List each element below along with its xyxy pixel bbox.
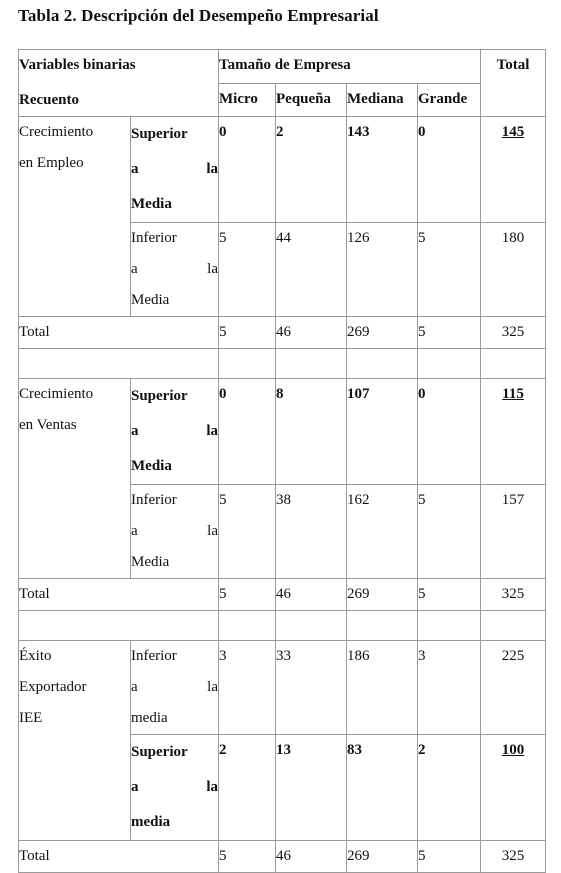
table-row [19, 641, 546, 735]
sub-label-line: a la [131, 423, 218, 439]
sub-label-line: media [131, 814, 171, 830]
sub-label-line: a la [131, 679, 218, 695]
sub-label-line: Superior [131, 388, 188, 404]
total-row [19, 317, 546, 349]
group-label [19, 379, 131, 579]
header-row-1 [19, 50, 546, 84]
group-label-line: Crecimiento [19, 386, 94, 402]
sub-label-line: Inferior [131, 648, 177, 664]
total-label: Total [19, 841, 219, 873]
sub-label-line: Inferior [131, 492, 177, 508]
performance-table [18, 49, 546, 873]
total-cell: 5 [418, 317, 481, 349]
header-col-pequena: Pequeña [276, 83, 347, 117]
sub-label [131, 379, 219, 485]
sub-label [131, 641, 219, 735]
total-row [19, 579, 546, 611]
sub-label-line: Media [131, 554, 170, 570]
sub-label-line: Media [131, 458, 172, 474]
grand-total-cell: 325 [481, 317, 546, 349]
value-cell: 0 [418, 379, 481, 485]
header-col-grande: Grande [418, 83, 481, 117]
group-label [19, 641, 131, 841]
sub-label-line: a la [131, 523, 218, 539]
total-cell: 5 [418, 841, 481, 873]
total-cell: 269 [347, 579, 418, 611]
total-cell: 46 [276, 841, 347, 873]
sub-label [131, 735, 219, 841]
value-cell: 3 [219, 641, 276, 735]
row-total-cell: 100 [481, 735, 546, 841]
header-col-micro: Micro [219, 83, 276, 117]
header-recuento-label: Recuento [19, 92, 79, 108]
header-variables-label: Variables binarias [19, 57, 136, 73]
header-col-mediana: Mediana [347, 83, 418, 117]
row-total-cell: 145 [481, 117, 546, 223]
value-cell: 2 [418, 735, 481, 841]
row-total-cell: 157 [481, 485, 546, 579]
total-label: Total [19, 579, 219, 611]
value-cell: 5 [219, 223, 276, 317]
total-cell: 5 [219, 841, 276, 873]
total-cell: 5 [418, 579, 481, 611]
group-label-line: en Ventas [19, 417, 77, 433]
table-title: Tabla 2. Descripción del Desempeño Empresarial [18, 6, 379, 25]
value-cell: 2 [276, 117, 347, 223]
value-cell: 5 [219, 485, 276, 579]
value-cell: 5 [418, 223, 481, 317]
group-label-line: en Empleo [19, 155, 84, 171]
sub-label-line: Superior [131, 126, 188, 142]
sub-label-line: a la [131, 779, 218, 795]
total-cell: 46 [276, 579, 347, 611]
sub-label [131, 485, 219, 579]
row-total-cell: 180 [481, 223, 546, 317]
value-cell: 3 [418, 641, 481, 735]
value-cell: 0 [219, 117, 276, 223]
sub-label-line: Media [131, 292, 170, 308]
value-cell: 33 [276, 641, 347, 735]
total-cell: 5 [219, 317, 276, 349]
value-cell: 44 [276, 223, 347, 317]
table-row [19, 379, 546, 485]
value-cell: 2 [219, 735, 276, 841]
group-label-line: Crecimiento [19, 124, 94, 140]
row-total-cell: 225 [481, 641, 546, 735]
total-cell: 269 [347, 841, 418, 873]
group-label-line: Éxito [19, 648, 52, 664]
total-row [19, 841, 546, 873]
table-row [19, 117, 546, 223]
value-cell: 83 [347, 735, 418, 841]
sub-label-line: Superior [131, 744, 188, 760]
value-cell: 162 [347, 485, 418, 579]
group-label-line: IEE [19, 710, 43, 726]
value-cell: 126 [347, 223, 418, 317]
sub-label-line: a la [131, 261, 218, 277]
group-label [19, 117, 131, 317]
value-cell: 13 [276, 735, 347, 841]
sub-label [131, 117, 219, 223]
value-cell: 8 [276, 379, 347, 485]
total-label: Total [19, 317, 219, 349]
total-cell: 5 [219, 579, 276, 611]
total-cell: 46 [276, 317, 347, 349]
spacer-row [19, 611, 546, 641]
header-total-label: Total [481, 50, 546, 117]
value-cell: 5 [418, 485, 481, 579]
value-cell: 38 [276, 485, 347, 579]
value-cell: 0 [418, 117, 481, 223]
value-cell: 0 [219, 379, 276, 485]
header-size-label: Tamaño de Empresa [219, 50, 481, 84]
sub-label-line: media [131, 710, 168, 726]
spacer-row [19, 349, 546, 379]
total-cell: 269 [347, 317, 418, 349]
sub-label [131, 223, 219, 317]
value-cell: 186 [347, 641, 418, 735]
header-variables-cell [19, 50, 219, 117]
value-cell: 143 [347, 117, 418, 223]
sub-label-line: a la [131, 161, 218, 177]
value-cell: 107 [347, 379, 418, 485]
row-total-cell: 115 [481, 379, 546, 485]
sub-label-line: Inferior [131, 230, 177, 246]
grand-total-cell: 325 [481, 579, 546, 611]
sub-label-line: Media [131, 196, 172, 212]
group-label-line: Exportador [19, 679, 87, 695]
grand-total-cell: 325 [481, 841, 546, 873]
